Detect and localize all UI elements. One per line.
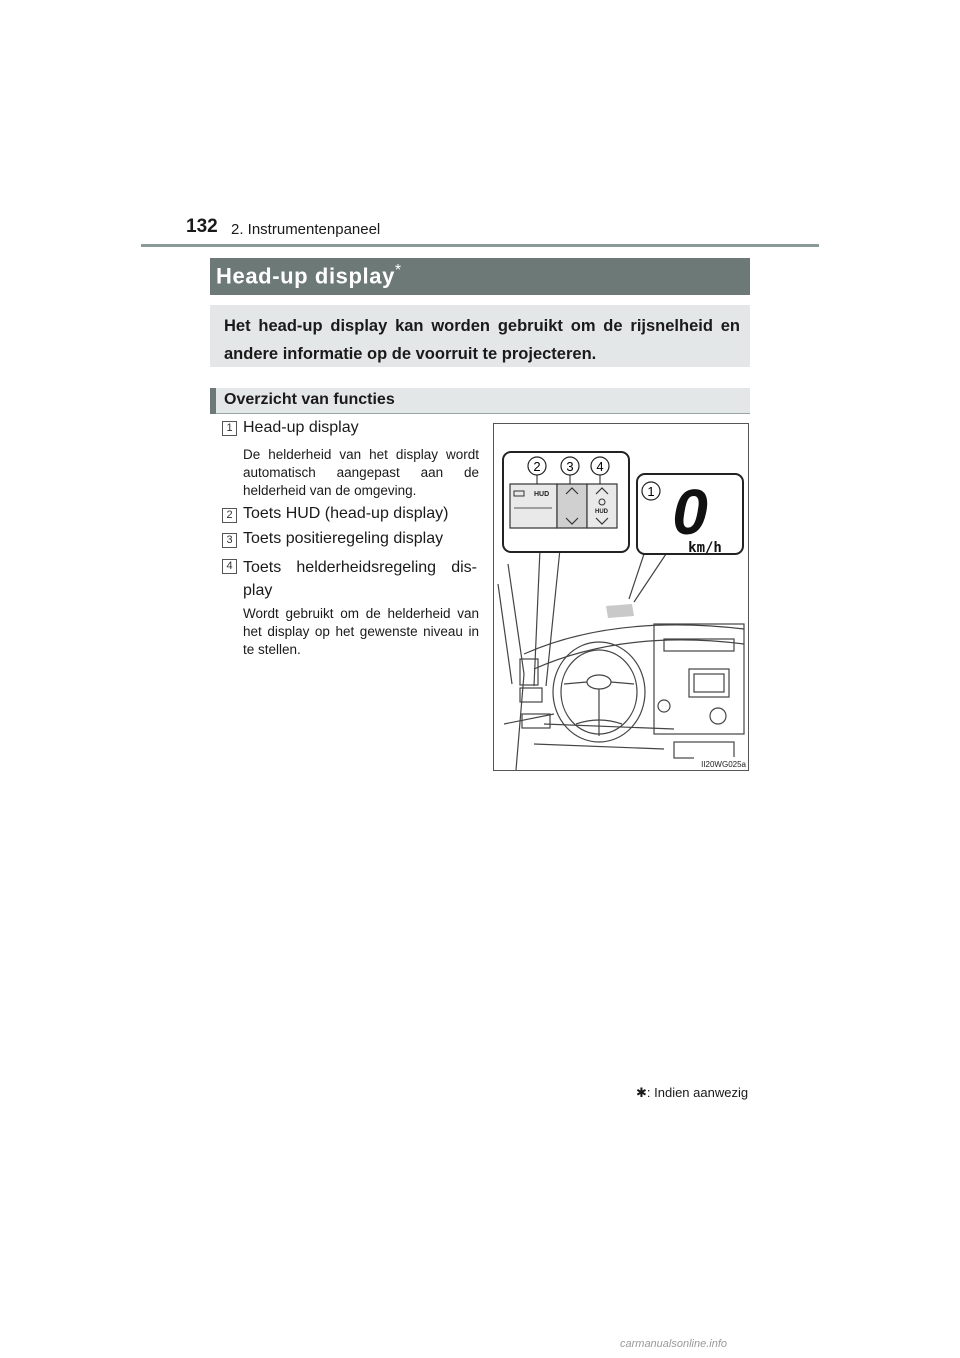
hud-speed-unit: km/h (688, 540, 722, 556)
hud-projection-area (606, 604, 634, 618)
item-desc-1: De helderheid van het display wordt automatisch aangepast aan de helderheid van de omgeving. (243, 447, 479, 498)
chapter-title: 2. Instrumentenpaneel (231, 221, 381, 238)
hud-button-label: HUD (534, 491, 550, 498)
position-button (557, 484, 587, 528)
hud-speed-digit: 0 (672, 476, 708, 548)
item-number-2: 2 (222, 508, 237, 523)
hud-illustration (493, 423, 749, 771)
item-desc-4: Wordt gebruikt om de helderheid van het display op het gewenste niveau in te stellen. (243, 606, 479, 657)
header-rule (141, 244, 819, 247)
watermark: carmanualsonline.info (620, 1338, 728, 1350)
item-label-4: Toets helderheidsregeling dis-play (243, 559, 477, 599)
dashboard-drawing (494, 424, 748, 770)
page-title (216, 262, 402, 289)
page-title-text: Head-up display (216, 263, 395, 289)
intro-text: Het head-up display kan worden gebruikt om de rijsnelheid en andere informatie op de voorruit te projecteren. (224, 317, 740, 363)
item-number-1: 1 (222, 421, 237, 436)
item-number-3: 3 (222, 533, 237, 548)
item-label-2: Toets HUD (head-up display) (243, 505, 449, 522)
section-title: Overzicht van functies (224, 391, 395, 408)
item-label-3: Toets positieregeling display (243, 530, 444, 547)
callout-4: 4 (596, 459, 604, 474)
image-code: II20WG025a (701, 760, 746, 769)
page-number: 132 (186, 216, 218, 237)
brightness-button-label: HUD (595, 509, 608, 515)
item-number-4: 4 (222, 559, 237, 574)
brightness-button (587, 484, 617, 528)
callout-1: 1 (647, 484, 655, 499)
footnote: ✱: Indien aanwezig (636, 1085, 749, 1100)
callout-3: 3 (566, 459, 574, 474)
callout-2: 2 (533, 459, 541, 474)
optional-mark: * (394, 262, 402, 279)
item-label-1: Head-up display (243, 419, 359, 436)
section-accent (210, 388, 216, 414)
